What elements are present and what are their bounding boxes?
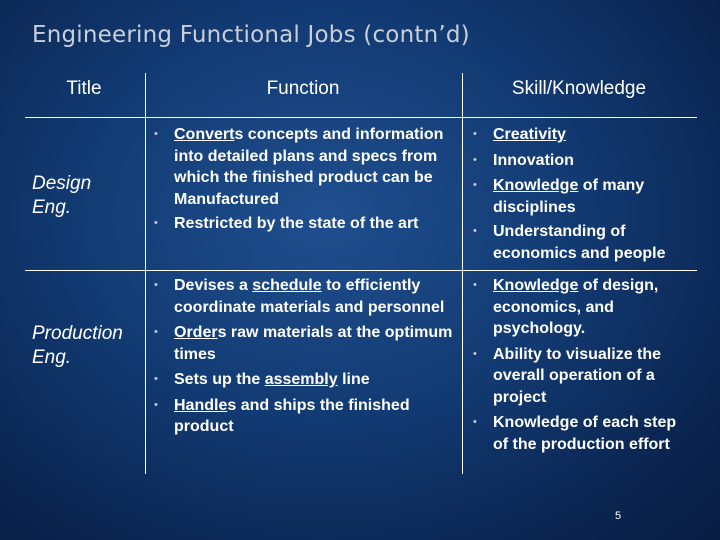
header-title: Title xyxy=(66,78,102,99)
role-design-eng: Design Eng. xyxy=(32,173,92,218)
header-skill: Skill/Knowledge xyxy=(511,78,647,99)
grid-line xyxy=(25,270,697,271)
list-item: • Knowledge of many disciplines xyxy=(473,177,645,216)
list-item: • Restricted by the state of the art xyxy=(174,213,456,235)
design-skill-list xyxy=(473,124,693,264)
list-item: • Knowledge of each step of the production effort xyxy=(473,414,677,453)
list-item: • Knowledge of design, economics, and psychology. xyxy=(473,277,659,337)
bullet-icon: • xyxy=(473,416,477,428)
grid-line xyxy=(145,73,146,474)
list-item: • Converts concepts and information into detailed plans and specs from which the finished product can be Manufactured xyxy=(154,126,444,208)
page-number: 5 xyxy=(615,510,622,522)
production-skill-list xyxy=(473,275,693,455)
bullet-icon: • xyxy=(154,373,158,385)
bullet-icon: • xyxy=(473,347,477,360)
bullet-icon: • xyxy=(154,217,158,229)
list-item: • Ability to visualize the overall operation of a project xyxy=(473,345,662,406)
role-production-eng: Production Eng. xyxy=(32,323,123,368)
list-item: • Understanding of economics and people xyxy=(473,223,666,262)
list-item: • Innovation xyxy=(493,150,693,172)
bullet-icon: • xyxy=(473,153,477,166)
slide-title: Engineering Functional Jobs (contn’d) xyxy=(32,22,470,48)
bullet-icon: • xyxy=(473,225,477,237)
bullet-icon: • xyxy=(473,179,477,191)
header-function: Function xyxy=(266,78,340,99)
list-item: • Creativity xyxy=(493,124,693,146)
design-function-list xyxy=(154,124,456,235)
bullet-icon: • xyxy=(154,398,158,411)
list-item: • Orders raw materials at the optimum times xyxy=(154,324,453,363)
bullet-icon: • xyxy=(473,128,477,140)
list-item: • Sets up the assembly line xyxy=(174,369,458,391)
production-function-list xyxy=(154,275,458,438)
grid-line xyxy=(25,117,697,118)
grid-line xyxy=(462,73,463,474)
bullet-icon: • xyxy=(154,326,158,338)
bullet-icon: • xyxy=(154,128,158,140)
list-item: • Handles and ships the finished product xyxy=(154,396,410,435)
bullet-icon: • xyxy=(473,279,477,291)
bullet-icon: • xyxy=(154,279,158,291)
list-item: • Devises a schedule to efficiently coordinate materials and personnel xyxy=(154,277,445,316)
